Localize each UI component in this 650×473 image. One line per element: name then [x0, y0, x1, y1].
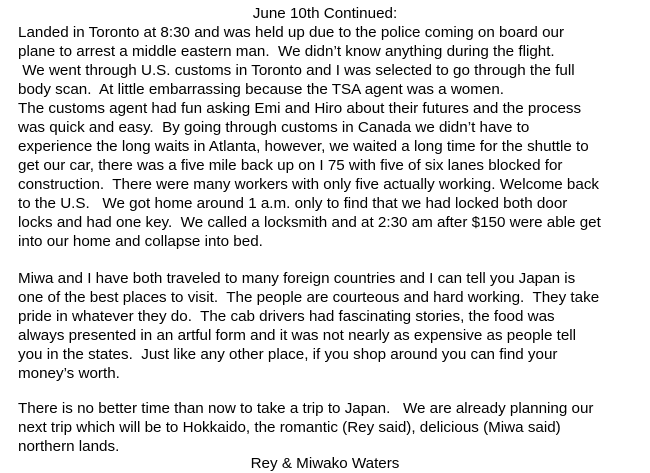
text-line: into our home and collapse into bed.: [18, 233, 263, 250]
text-line: We went through U.S. customs in Toronto and I was selected to go through the full: [18, 62, 575, 79]
text-line: money’s worth.: [18, 365, 120, 382]
text-line: get our car, there was a five mile back up on I 75 with five of six lanes blocked for: [18, 157, 563, 174]
text-line: next trip which will be to Hokkaido, the romantic (Rey said), delicious (Miwa said): [18, 419, 561, 436]
text-line: There is no better time than now to take a trip to Japan. We are already planning our: [18, 400, 594, 417]
text-line: pride in whatever they do. The cab drivers had fascinating stories, the food was: [18, 308, 555, 325]
text-line: Miwa and I have both traveled to many foreign countries and I can tell you Japan is: [18, 270, 576, 287]
text-line: one of the best places to visit. The people are courteous and hard working. They take: [18, 289, 600, 306]
text-line: construction. There were many workers with only five actually working. Welcome back: [18, 176, 600, 193]
text-line: experience the long waits in Atlanta, however, we waited a long time for the shuttle to: [18, 138, 589, 155]
text-line: plane to arrest a middle eastern man. We didn’t know anything during the flight.: [18, 43, 555, 60]
text-line: Landed in Toronto at 8:30 and was held up due to the police coming on board our: [18, 24, 565, 41]
text-line: The customs agent had fun asking Emi and Hiro about their futures and the process: [18, 100, 582, 117]
text-line: body scan. At little embarrassing because the TSA agent was a women.: [18, 81, 504, 98]
text-line: you in the states. Just like any other place, if you shop around you can find your: [18, 346, 558, 363]
text-line: locks and had one key. We called a locksmith and at 2:30 am after $150 were able get: [18, 214, 601, 231]
page-heading: June 10th Continued:: [252, 5, 398, 22]
text-line: always presented in an artful form and it was not nearly as expensive as people tell: [18, 327, 577, 344]
text-line: to the U.S. We got home around 1 a.m. only to find that we had locked both door: [18, 195, 568, 212]
signature: Rey & Miwako Waters: [250, 455, 400, 472]
text-line: was quick and easy. By going through customs in Canada we didn’t have to: [18, 119, 530, 136]
text-line: northern lands.: [18, 438, 120, 455]
